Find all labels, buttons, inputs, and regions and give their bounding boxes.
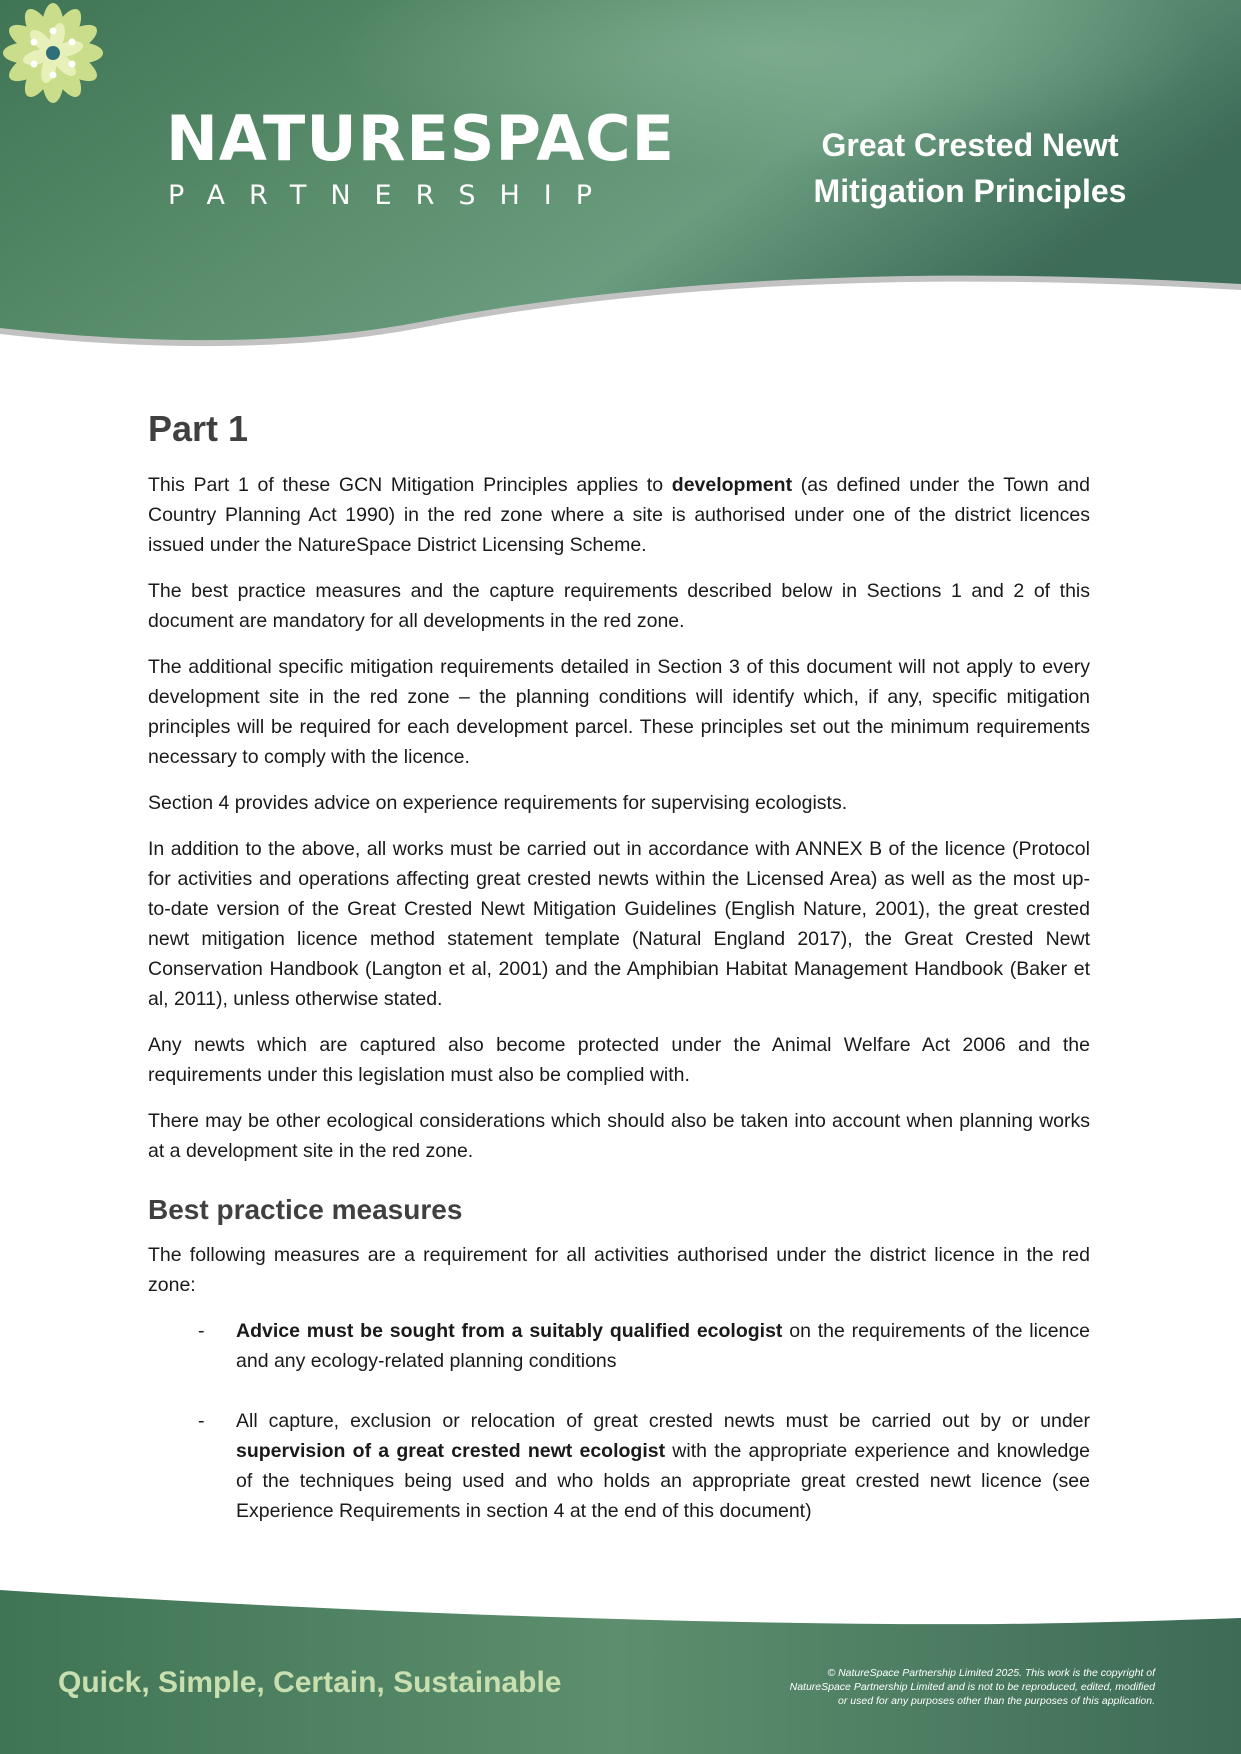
- list-dash: -: [198, 1410, 205, 1432]
- document-title-line1: Great Crested Newt: [821, 127, 1119, 163]
- copyright-line: NatureSpace Partnership Limited and is not to be reproduced, edited, modified: [789, 1681, 1155, 1693]
- document-title-line2: Mitigation Principles: [813, 173, 1127, 209]
- paragraph-animal-welfare: Any newts which are captured also become protected under the Animal Welfare Act 2006 and the requirements under this legislation must also be complied with.: [148, 1034, 1090, 1086]
- header-banner: [0, 0, 1241, 360]
- footer-tagline: Quick, Simple, Certain, Sustainable: [58, 1666, 562, 1699]
- paragraph-scope-bold: development: [671, 474, 793, 496]
- paragraph-annex-b: In addition to the above, all works must be carried out in accordance with ANNEX B of the licence (Protocol for activities and operations affecting great crested newts within the Licensed Area) as well as the most up-to-date version of the Great Crested Newt Mitigation Guidelines (English Nature, 2001), the great crested newt mitigation licence method statement template (Natural England 2017), the Great Crested Newt Conservation Handbook (Langton et al, 2001) and the Amphibian Habitat Management Handbook (Baker et al, 2011), unless otherwise stated.: [148, 838, 1090, 1010]
- list-item-post: on the requirements of the licence and any ecology-related planning conditions: [236, 1320, 1090, 1372]
- copyright-line: © NatureSpace Partnership Limited 2025. This work is the copyright of: [827, 1667, 1155, 1679]
- document-body: [148, 404, 1090, 1556]
- measures-list: [148, 1316, 1090, 1526]
- list-item-pre: All capture, exclusion or relocation of great crested newts must be carried out by or under: [236, 1410, 1090, 1432]
- paragraph-specific-requirements: The additional specific mitigation requirements detailed in Section 3 of this document will not apply to every development site in the red zone – the planning conditions will identify which, if any, specific mitigation principles will be required for each development parcel. These principles set out the minimum requirements necessary to comply with the licence.: [148, 656, 1090, 768]
- paragraph-other-considerations: There may be other ecological considerations which should also be taken into account when planning works at a development site in the red zone.: [148, 1110, 1090, 1162]
- footer-banner: [0, 1580, 1241, 1754]
- paragraph-scope: [148, 470, 1090, 560]
- list-item-bold: supervision of a great crested newt ecologist: [236, 1440, 666, 1462]
- document-title: [760, 122, 1180, 214]
- flower-logo-icon: [0, 0, 106, 106]
- brand-name: NATURESPACE: [166, 102, 676, 175]
- paragraph-scope-post: (as defined under the Town and Country Planning Act 1990) in the red zone where a site is authorised under one of the district licences issued under the NatureSpace District Licensing Scheme.: [148, 474, 1090, 556]
- paragraph-section4: Section 4 provides advice on experience requirements for supervising ecologists.: [148, 792, 848, 814]
- copyright-line: or used for any purposes other than the purposes of this application.: [838, 1695, 1155, 1707]
- list-dash: -: [198, 1320, 205, 1342]
- brand-subtitle: PARTNERSHIP: [168, 180, 617, 211]
- list-item: [148, 1316, 1090, 1376]
- copyright-notice: [735, 1666, 1155, 1708]
- paragraph-mandatory: The best practice measures and the capture requirements described below in Sections 1 and 2 of this document are mandatory for all developments in the red zone.: [148, 580, 1090, 632]
- list-item-bold: Advice must be sought from a suitably qualified ecologist: [236, 1320, 783, 1342]
- paragraph-measures-intro: The following measures are a requirement for all activities authorised under the district licence in the red zone:: [148, 1244, 1090, 1296]
- list-item: [148, 1406, 1090, 1526]
- page-heading: Part 1: [148, 408, 249, 449]
- paragraph-scope-pre: This Part 1 of these GCN Mitigation Principles applies to: [148, 474, 672, 496]
- list-item-post: with the appropriate experience and knowledge of the techniques being used and who holds an appropriate great crested newt licence (see Experience Requirements in section 4 at the end of this document): [236, 1440, 1091, 1522]
- section-heading-best-practice: Best practice measures: [148, 1194, 463, 1225]
